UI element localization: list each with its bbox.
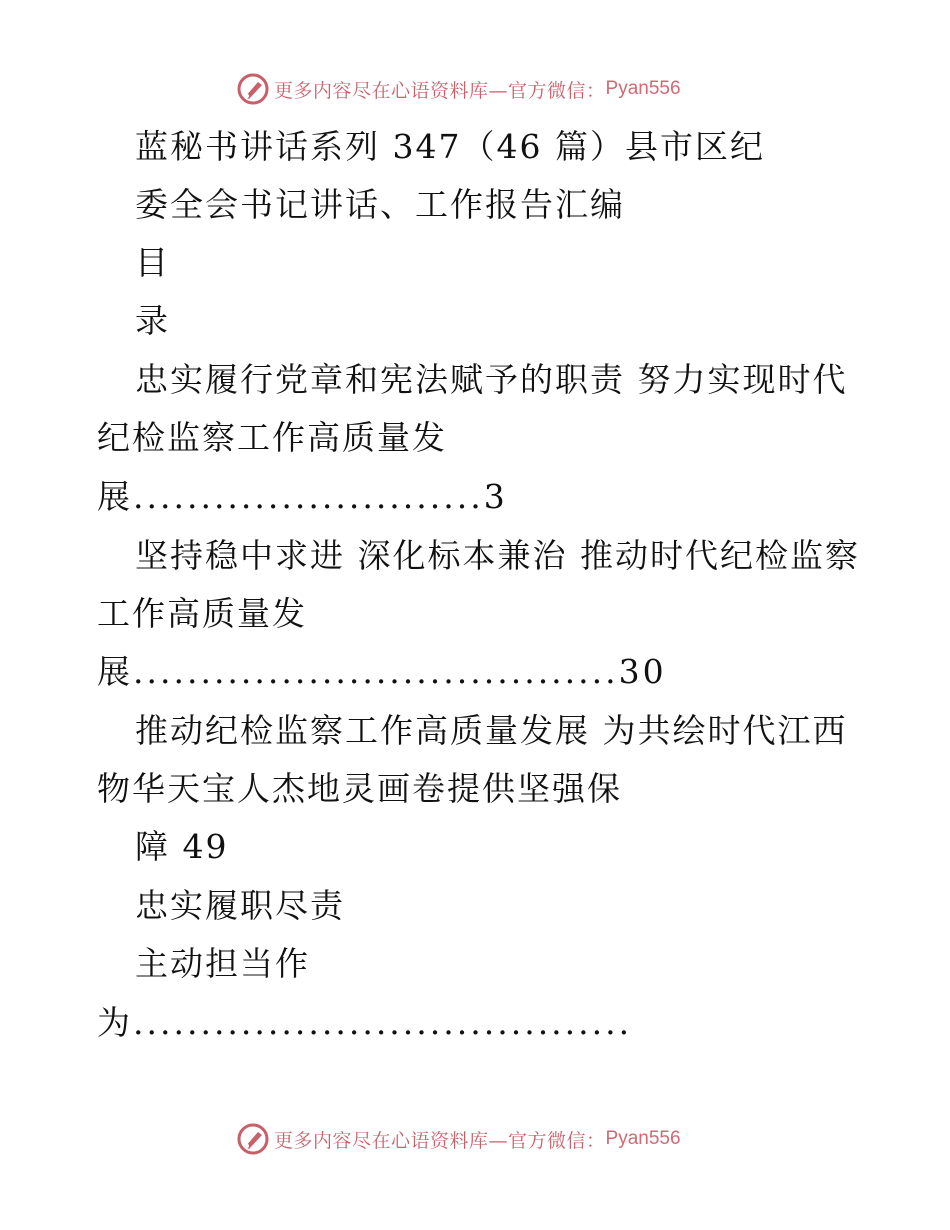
toc-entry-2-line-1: 坚持稳中求进 深化标本兼治 推动时代纪检监察 bbox=[135, 536, 860, 575]
toc-entry-3-page: 障 49 bbox=[135, 827, 229, 866]
watermark-bottom bbox=[236, 1122, 756, 1156]
toc-heading-char-2: 录 bbox=[135, 301, 170, 340]
watermark-top bbox=[236, 72, 756, 106]
toc-entry-1-page: 展..........................3 bbox=[97, 477, 508, 516]
toc-entry-4-line-1: 忠实履职尽责 bbox=[135, 886, 345, 925]
toc-entry-4-line-2: 主动担当作 bbox=[135, 944, 310, 983]
toc-entry-1-line-2: 纪检监察工作高质量发 bbox=[97, 418, 447, 457]
toc-entry-2-line-2: 工作高质量发 bbox=[97, 594, 307, 633]
watermark-text: 更多内容尽在心语资料库—官方微信： bbox=[274, 1129, 606, 1152]
pen-logo-icon bbox=[236, 72, 270, 106]
doc-title-line-1: 蓝秘书讲话系列 347（46 篇）县市区纪 bbox=[135, 127, 765, 166]
toc-entry-3-line-1: 推动纪检监察工作高质量发展 为共绘时代江西 bbox=[135, 711, 848, 750]
pen-logo-icon bbox=[236, 1122, 270, 1156]
toc-entry-4-tail: 为..................................... bbox=[97, 1003, 633, 1042]
watermark-wechat-id: Pyan556 bbox=[605, 78, 681, 99]
doc-title-line-2: 委全会书记讲话、工作报告汇编 bbox=[135, 185, 625, 224]
toc-heading-char-1: 目 bbox=[135, 243, 170, 282]
toc-entry-1-line-1: 忠实履行党章和宪法赋予的职责 努力实现时代 bbox=[135, 360, 848, 399]
watermark-wechat-id: Pyan556 bbox=[605, 1128, 681, 1149]
watermark-text: 更多内容尽在心语资料库—官方微信： bbox=[274, 79, 606, 102]
toc-entry-2-page: 展....................................30 bbox=[97, 652, 667, 691]
toc-entry-3-line-2: 物华天宝人杰地灵画卷提供坚强保 bbox=[97, 769, 622, 808]
